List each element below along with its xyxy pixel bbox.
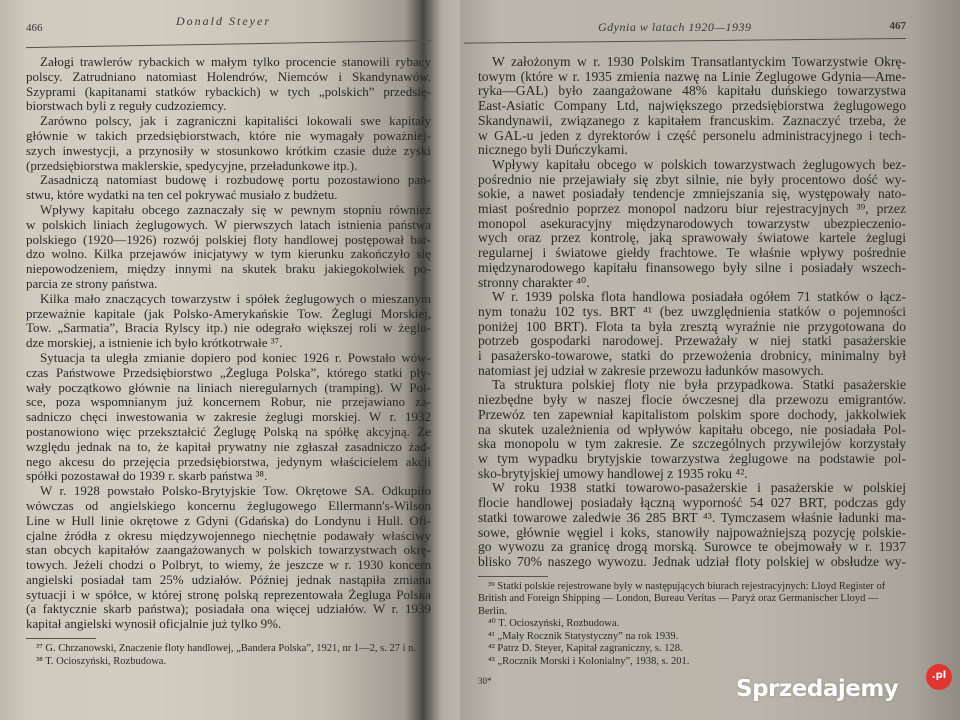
printer-signature: 30*	[478, 676, 492, 687]
paragraph	[26, 173, 431, 203]
watermark-logo: Sprzedajemy	[736, 676, 899, 702]
text-line: monopol asekuracyjny międzynarodowych towarzystw ubezpieczenio-	[478, 216, 906, 231]
text-line: (przedsiębiorstwa maklerskie, spedycyjne, przeładunkowe itp.).	[26, 158, 358, 173]
text-line: towym (które w r. 1935 zmienia nazwę na Linie Żeglugowe Gdynia—Ame-	[478, 69, 906, 84]
text-line: ryka—GAL) było zaangażowane 48% kapitału duńskiego towarzystwa	[478, 84, 906, 99]
paragraph	[478, 55, 906, 158]
text-line: przeważnie kapitale (jak Polsko-Amerykańskie Tow. Żeglugi Morskiej,	[26, 306, 431, 321]
text-line: postanowiono więc przekształcić Żeglugę Polską na spółkę akcyjną. Ze	[26, 424, 431, 439]
text-line: Zarówno polscy, jak i zagraniczni kapitaliści lokowali swe kapitały	[40, 114, 431, 129]
text-line: w GAL-u jeden z dyrektorów i część personelu administracyjnego i tech-	[478, 128, 906, 143]
footnote: ⁴⁰ T. Ocioszyński, Rozbudowa.	[488, 618, 620, 630]
text-line: nicznego byli Duńczykami.	[478, 143, 628, 158]
paragraph	[26, 203, 431, 292]
page-body	[478, 55, 906, 689]
text-line: wały początkowo głównie na liniach nieregularnych (tramping). W Pol-	[26, 380, 431, 395]
text-line: sce, poza wspomnianym już koncernem Robur, nie przejawiano za-	[26, 395, 431, 410]
text-line: wych oraz przez kontrolę, jaką sprawowały światowe kartele żeglugi	[478, 231, 906, 246]
text-line: na skutek uzależnienia od wpływów kapitału obcego, nie posiadała Pol-	[478, 422, 906, 437]
text-line: nym tonażu 102 tys. BRT ⁴¹ (bez uwzględnienia statków o pojemności	[478, 304, 906, 319]
running-head: Gdynia w latach 1920—1939	[598, 20, 752, 34]
text-line: międzynarodowego kapitału finansowego były silne i posiadały wszech-	[478, 260, 906, 275]
header-rule	[26, 40, 431, 48]
watermark-badge: .pl	[926, 664, 952, 690]
footnote-rule	[26, 638, 96, 639]
text-line: czas Państwowe Przedsiębiorstwo „Żegluga Polska”, którego statki pły-	[26, 365, 431, 380]
text-line: głównie w takich przedsiębiorstwach, które nie wymagały poważniej-	[26, 128, 431, 143]
text-line: sko-brytyjskiej umowy handlowej z 1935 roku ⁴².	[478, 466, 748, 481]
text-line: sadniczo chęci inwestowania w zakresie żeglugi morskiej. W r. 1932	[26, 410, 431, 425]
text-line: sokie, a nawet posiadały tendencje zmniejszania się, występowały nato-	[478, 187, 906, 202]
text-line: szych inwestycji, a przynosiły w stosunkowo krótkim czasie duże zyski	[26, 143, 431, 158]
text-line: polskiego (1920—1926) rozwój polskiej floty handlowej postępował bar-	[26, 232, 431, 247]
text-line: polscy. Zatrudniano natomiast Holendrów, Niemców i Skandynawów.	[26, 69, 431, 84]
text-line: stan obcych kapitałów zaangażowanych w polskich towarzystwach okrę-	[26, 543, 431, 558]
text-line: nego akcesu do przejęcia przedsiębiorstwa, jedynym właścicielem akcji	[26, 454, 431, 469]
footnote: ³⁸ T. Ocioszyński, Rozbudowa.	[36, 655, 167, 667]
footnote: ³⁷ G. Chrzanowski, Znaczenie floty handlowej, „Bandera Polska”, 1921, nr 1—2, s. 27 i n.	[36, 643, 417, 655]
text-line: dze morskiej, a istnienie ich było krótkotrwałe ³⁷.	[26, 336, 283, 351]
text-line: sytuacji i w spółce, w której stronę polską reprezentowała Żegluga Polska	[26, 587, 431, 602]
paragraph	[478, 290, 906, 378]
text-line: w tym wypadku brytyjskie towarzystwa żeglugowe na podstawie pol-	[478, 451, 906, 466]
text-line: i pasażersko-towarowe, statki do przewożenia drobnicy, minimalny był	[478, 349, 906, 364]
text-line: kapitał angielski wynosił oficjalnie już tylko 9%.	[26, 617, 282, 632]
text-line: Załogi trawlerów rybackich w małym tylko procencie stanowili rybacy	[40, 55, 431, 69]
text-line: Ta struktura polskiej floty nie była przypadkowa. Statki pasażerskie	[492, 378, 906, 393]
text-line: East-Asiatic Company Ltd, największego przedsiębiorstwa żeglugowego	[478, 99, 906, 114]
text-line: cjalne źródła z okresu międzywojennego niechętnie podawały właściwy	[26, 528, 431, 543]
text-line: Wpływy kapitału obcego zaznaczały się w pewnym stopniu również	[40, 202, 431, 217]
text-line: towych. Jeżeli chodzi o Polbryt, to wiemy, że jeszcze w r. 1930 koncern	[26, 558, 431, 573]
text-line: Line w Hull linie okrętowe z Gdyni (Gdańska) do Londynu i Hull. Ofi-	[26, 513, 431, 528]
page-number: 466	[26, 22, 43, 34]
text-line: blisko 70% naszego wywozu. Jednak udział floty polskiej w obsłudze wy-	[478, 554, 906, 569]
text-line: biorstwach byli z reguły cudzoziemcy.	[26, 99, 227, 114]
paragraph	[478, 481, 906, 569]
text-line: Sytuacja ta uległa zmianie dopiero pod koniec 1926 r. Powstało wów-	[40, 350, 431, 365]
paragraph	[26, 351, 431, 484]
text-line: Kilka mało znaczących towarzystw i spółek żeglugowych o mieszanym	[40, 291, 431, 306]
text-line: parcia ze strony państwa.	[26, 276, 158, 291]
header-rule	[464, 38, 906, 44]
text-line: Zasadniczą natomiast budowę i rozbudowę portu pozostawiono pań-	[40, 173, 431, 188]
text-line: W r. 1928 powstało Polsko-Brytyjskie Tow. Okrętowe SA. Odkupiło	[40, 484, 431, 499]
text-line: niezbędne były w naszej flocie ówczesnej dla przewozu emigrantów.	[478, 393, 906, 408]
text-line: miast pośrednio poprzez monopol nadzoru biur rejestracyjnych ³⁹, przez	[478, 202, 906, 217]
text-line: niepowodzeniem, między innymi na skutek braku jakiegokolwiek po-	[26, 262, 431, 277]
text-line: stwu, które wydatki na ten cel pokrywać musiało z budżetu.	[26, 188, 338, 203]
paragraph	[26, 114, 431, 173]
text-line: w polskich liniach żeglugowych. W pierwszych latach istnienia państwa	[26, 217, 431, 232]
text-line: W roku 1938 statki towarowo-pasażerskie i pasażerskie w polskiej	[492, 481, 906, 496]
text-line: dzo wolno. Kilka przejawów inicjatywy w tym kierunku zakończyło się	[26, 247, 431, 262]
footnote: ³⁹ Statki polskie rejestrowane były w następujących biurach rejestracyjnych: Lloyd Register of British and Foreign Shipping — London, Bureau Veritas — Paryż oraz Germanischer Lloyd — Berlin.	[478, 580, 886, 617]
text-line: Tow. „Sarmatia”, Bracia Rylscy itp.) nie odegrało większej roli w żeglu-	[26, 321, 431, 336]
text-line: W r. 1939 polska flota handlowa posiadała ogółem 71 statków o łącz-	[492, 290, 906, 305]
text-line: wówczas od angielskiego koncernu żeglugowego Ellermann's-Wilson	[26, 498, 431, 513]
paragraph	[26, 55, 431, 114]
footnote-rule	[478, 576, 548, 577]
text-line: Wpływy kapitału obcego w polskich towarzystwach żeglugowych bez-	[492, 157, 906, 172]
text-line: angielski posiadał tam 25% udziałów. Później jednak nastąpiła zmiana	[26, 572, 431, 587]
footnote: ⁴² Patrz D. Steyer, Kapitał zagraniczny, s. 128.	[488, 643, 683, 655]
text-line: flocie handlowej posiadały łączną wyporność 54 027 BRT, podczas gdy	[478, 496, 906, 511]
text-line: W założonym w r. 1930 Polskim Transatlantyckim Towarzystwie Okrę-	[492, 55, 906, 69]
paragraph	[478, 378, 906, 481]
text-line: spółki pozostawał do 1939 r. skarb państwa ³⁸.	[26, 469, 268, 484]
text-line: sowe, głównie węgiel i koks, stanowiły najpoważniejszą pozycję polskie-	[478, 525, 906, 540]
paragraph	[26, 484, 431, 632]
text-line: Skandynawii, związanego z kapitałem francuskim. Zaznaczyć trzeba, że	[478, 113, 906, 128]
paragraph	[478, 158, 906, 290]
text-line: natomiast jej udział w zakresie przewozu ładunków masowych.	[478, 363, 824, 378]
text-line: poniżej 100 BRT). Flota ta była zresztą wyraźnie nie przygotowana do	[478, 319, 906, 334]
text-line: pośrednio nie przejawiały się zbyt silnie, nie były procentowo dość wy-	[478, 172, 906, 187]
page-body	[26, 55, 431, 668]
text-line: względu jednak na to, że kapitał prywatny nie zgłaszał zasadniczo żad-	[26, 439, 431, 454]
text-line: statki towarowe zaledwie 36 285 BRT ⁴³. Tymczasem właśnie ładunki ma-	[478, 510, 906, 525]
footnote: ⁴¹ „Mały Rocznik Statystyczny” na rok 1939.	[488, 630, 679, 642]
page-number: 467	[889, 20, 906, 32]
footnote: ⁴³ „Rocznik Morski i Kolonialny”, 1938, s. 201.	[488, 655, 690, 667]
text-line: potrzeb gospodarki narodowej. Przeważały w niej statki pasażerskie	[478, 334, 906, 349]
paragraph	[26, 292, 431, 351]
text-line: Przewóz ten zapewniał kapitalistom polskim spore dochody, jakkolwiek	[478, 407, 906, 422]
text-line: stronny charakter ⁴⁰.	[478, 275, 590, 290]
running-head: Donald Steyer	[176, 14, 271, 28]
text-line: go wywozu za granicę drogą morską. Surowce te obejmowały w r. 1937	[478, 540, 906, 555]
text-line: regularnej i światowe giełdy frachtowe. Te właśnie wpływy pośrednie	[478, 246, 906, 261]
text-line: (a faktycznie skarb państwa); posiadała ona więcej udziałów. W r. 1939	[26, 602, 431, 617]
text-line: ska monopolu w tym zakresie. Ze szczególnych przywilejów korzystały	[478, 437, 906, 452]
text-line: Szyprami (kapitanami statków rybackich) w tych „polskich” przedsię-	[26, 84, 431, 99]
